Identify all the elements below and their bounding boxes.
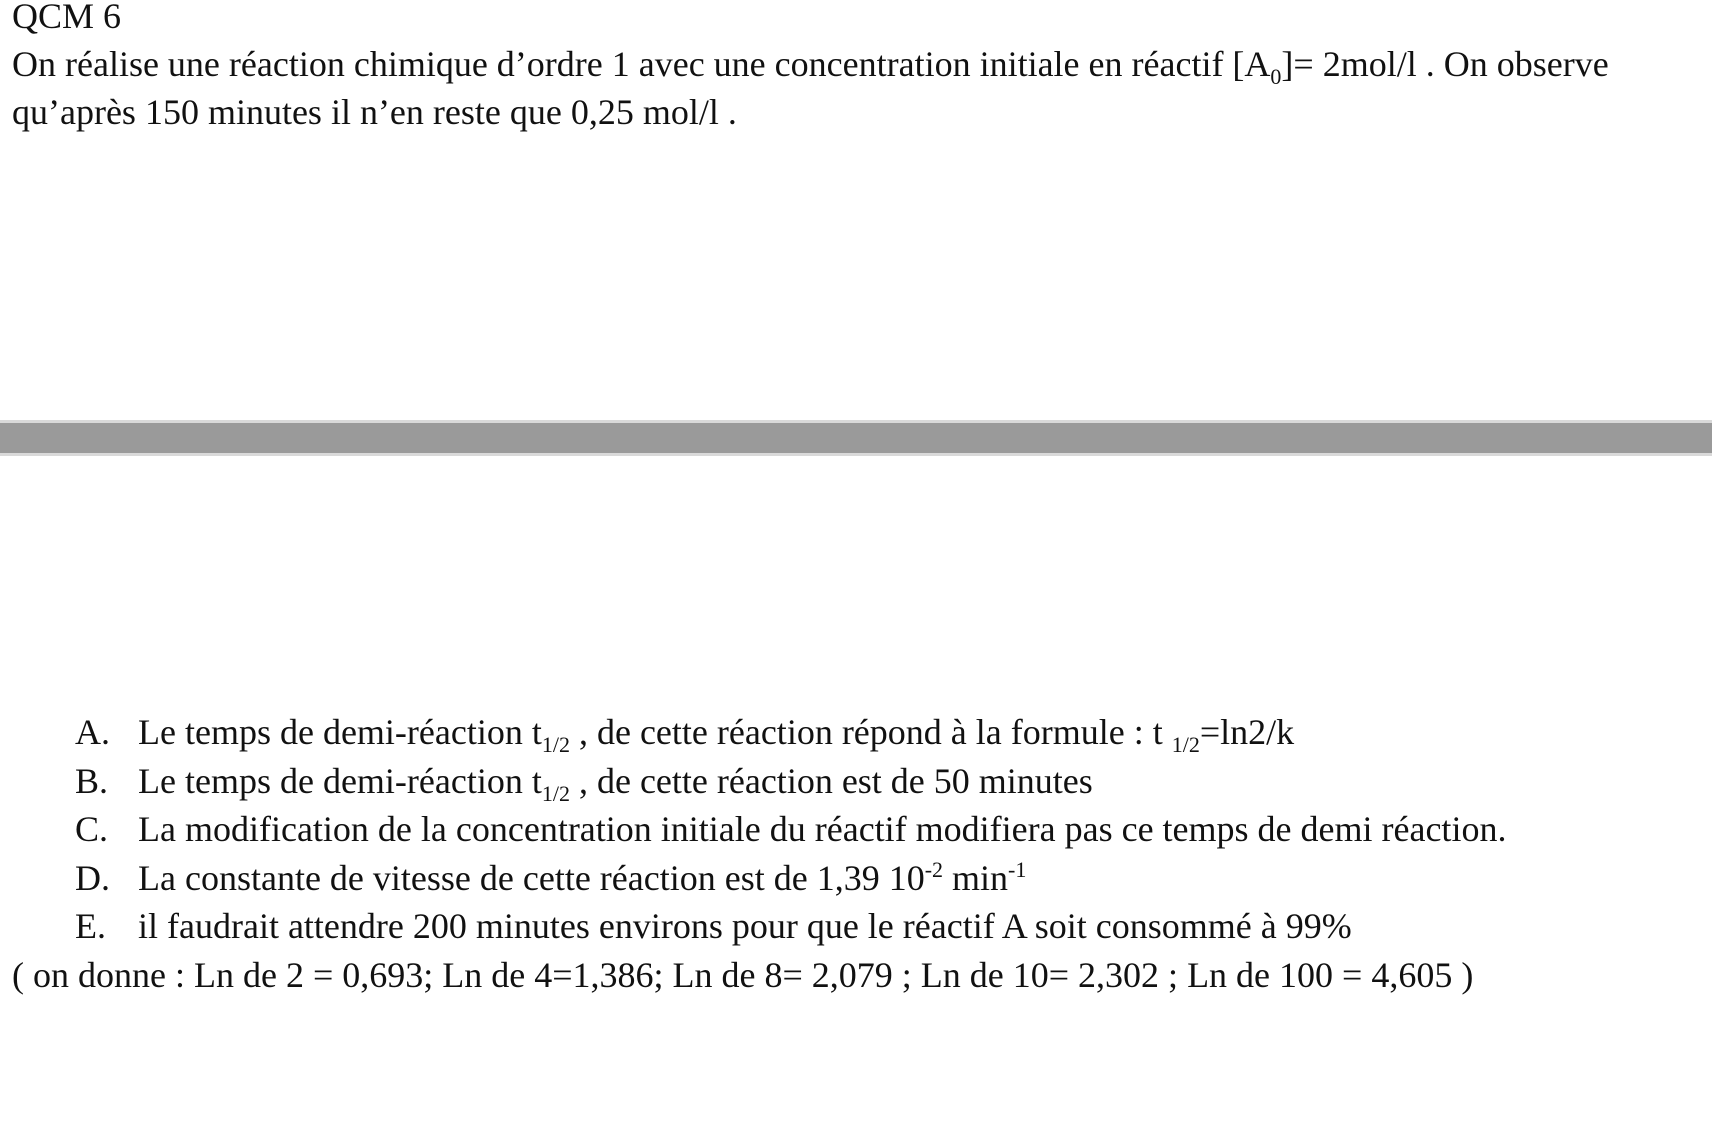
option-text: il faudrait attendre 200 minutes environs pour que le réactif A soit consommé à 99% bbox=[138, 906, 1352, 946]
option-letter: C. bbox=[75, 809, 109, 849]
option-letter: A. bbox=[75, 712, 110, 752]
option-text: min bbox=[943, 857, 1009, 898]
statement-subscript: 0 bbox=[1270, 64, 1282, 90]
statement-part1: On réalise une réaction chimique d’ordre 1 avec une concentration initiale en réactif [A bbox=[12, 44, 1271, 84]
option-superscript: -1 bbox=[1008, 856, 1027, 882]
option-text: , de cette réaction est de 50 minutes bbox=[569, 760, 1093, 801]
option-c bbox=[0, 805, 1618, 854]
option-superscript: -2 bbox=[924, 856, 944, 882]
question-header bbox=[12, 0, 1692, 136]
page-separator bbox=[0, 420, 1712, 456]
question-statement bbox=[12, 40, 1692, 136]
option-e bbox=[0, 902, 1618, 951]
option-subscript: 1/2 bbox=[1171, 732, 1200, 758]
option-text: La modification de la concentration initiale du réactif modifiera pas ce temps de demi réaction. bbox=[138, 809, 1507, 849]
question-title: QCM 6 bbox=[12, 0, 122, 36]
option-letter: B. bbox=[75, 760, 109, 801]
option-text: =ln2/k bbox=[1199, 712, 1295, 752]
option-text: La constante de vitesse de cette réaction est de 1,39 10 bbox=[138, 857, 925, 898]
answer-options bbox=[0, 708, 1712, 999]
option-text: Le temps de demi-réaction t bbox=[138, 760, 542, 801]
option-subscript: 1/2 bbox=[541, 780, 570, 806]
option-a bbox=[0, 708, 1618, 757]
option-letter: E. bbox=[75, 906, 106, 946]
option-b bbox=[0, 757, 1618, 806]
option-d bbox=[0, 854, 1618, 903]
option-text: , de cette réaction répond à la formule : t bbox=[569, 712, 1172, 752]
statement-part2: ]= 2mol/l . On observe qu’après 150 minutes il n’en reste que 0,25 mol/l . bbox=[12, 44, 1609, 132]
option-letter: D. bbox=[75, 857, 110, 898]
option-subscript: 1/2 bbox=[541, 732, 570, 758]
option-text: Le temps de demi-réaction t bbox=[138, 712, 542, 752]
given-values-note: ( on donne : Ln de 2 = 0,693; Ln de 4=1,386; Ln de 8= 2,079 ; Ln de 10= 2,302 ; Ln de 100 = 4,605 ) bbox=[12, 954, 1474, 995]
